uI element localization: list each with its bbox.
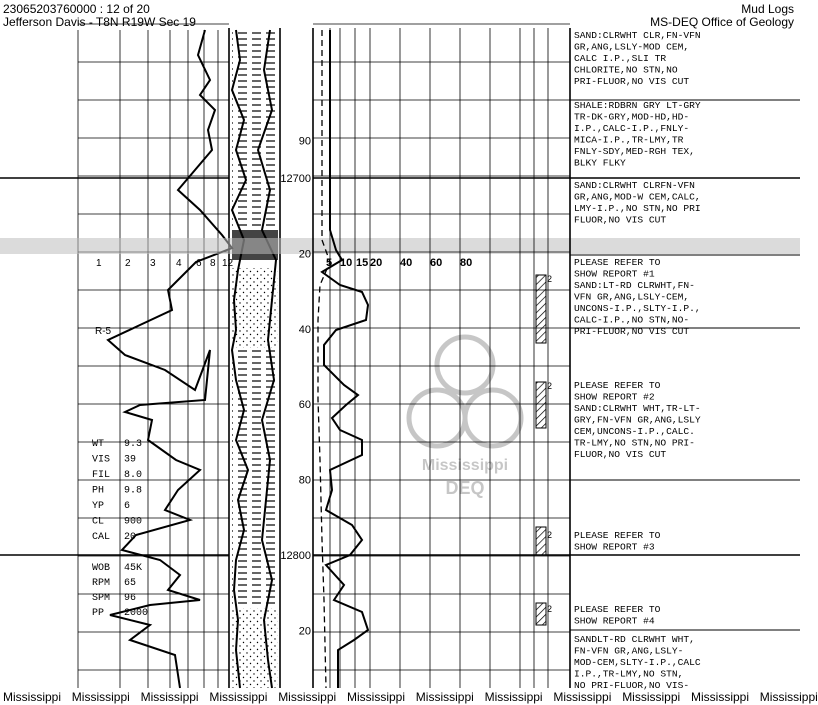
watermark-line1: Mississippi — [421, 457, 509, 474]
gas-scale-label: 40 — [400, 257, 413, 269]
depth-label: 20 — [298, 625, 311, 638]
gas-scale-label: 5 — [326, 257, 333, 269]
lithology-description-line: SAND:CLRWHT WHT,TR-LT- — [574, 403, 701, 414]
depth-label: 12800 — [280, 550, 311, 562]
lithology-description-line: SAND:CLRWHT CLRFN-VFN — [574, 180, 695, 191]
mud-property-key: FIL — [92, 470, 111, 481]
mud-property-value: 6 — [124, 501, 131, 512]
gas-scale-label: 80 — [460, 257, 473, 269]
lithology-description-line: FLUOR,NO VIS CUT — [574, 449, 667, 460]
footer-word: Mississippi — [484, 690, 543, 704]
mud-property-value: 20 — [124, 532, 137, 543]
mud-property-key: YP — [92, 501, 105, 512]
well-id-page: 23065203760000 : 12 of 20 — [3, 2, 150, 16]
lithology-description-line: CEM,UNCONS-I.P.,CALC. — [574, 426, 695, 437]
mud-property-value: 9.3 — [124, 439, 143, 450]
rop-scale-label: 8 — [210, 258, 216, 269]
deq-watermark — [409, 337, 521, 498]
mud-property-key: VIS — [92, 454, 111, 466]
lithology-description-line: PLEASE REFER TO — [574, 257, 661, 268]
footer-word: Mississippi — [759, 690, 818, 704]
rop-scale-label: 1 — [96, 258, 102, 269]
mud-property-key: WT — [92, 439, 105, 450]
lithology-description-line: GRY,FN-VFN GR,ANG,LSLY — [574, 414, 701, 426]
gas-scale-label: 10 — [340, 257, 353, 269]
watermark-line2: DEQ — [445, 478, 485, 498]
footer-word: Mississippi — [209, 690, 268, 704]
mud-property-value: 9.8 — [124, 485, 143, 497]
lithology-description-line: TR-DK-GRY,MOD-HD,HD- — [574, 111, 690, 123]
drilling-param-key: PP — [92, 608, 105, 619]
mud-property-value: 39 — [124, 454, 137, 466]
show-number: 2 — [547, 381, 553, 391]
depth-label: 80 — [298, 474, 311, 487]
depth-label: 20 — [298, 248, 311, 261]
lithology-description-line: LMY-I.P.,NO STN,NO PRI — [574, 203, 701, 214]
show-number: 2 — [547, 274, 553, 284]
lithology-description-line: SAND:LT-RD CLRWHT,FN- — [574, 280, 695, 291]
gas-scale-label: 20 — [370, 257, 383, 269]
footer-word: Mississippi — [140, 690, 199, 704]
footer-word: Mississippi — [347, 690, 406, 704]
lithology-description-line: SANDLT-RD CLRWHT WHT, — [574, 634, 695, 645]
lithology-description-line: MOD-CEM,SLTY-I.P.,CALC — [574, 657, 701, 668]
footer-word: Mississippi — [415, 690, 474, 704]
lithology-description-line: FN-VFN GR,ANG,LSLY- — [574, 645, 684, 657]
depth-label: 12700 — [280, 173, 311, 185]
lithology-description-line: I.P.,CALC-I.P.,FNLY- — [574, 123, 690, 134]
lithology-description-line: SHALE:RDBRN GRY LT-GRY — [574, 100, 701, 111]
lithology-description-line: NO PRI-FLUOR,NO VIS- — [574, 680, 690, 691]
lithology-description-line: PRI-FLUOR,NO VIS CUT — [574, 76, 690, 87]
show-markers — [536, 275, 546, 625]
well-location: Jefferson Davis - T8N R19W Sec 19 — [3, 15, 196, 29]
lithology-description-line: PLEASE REFER TO — [574, 530, 661, 541]
footer-word: Mississippi — [622, 690, 681, 704]
drilling-param-value: 2000 — [124, 608, 149, 619]
drilling-param-key: RPM — [92, 578, 111, 589]
lithology-description-line: CALC-I.P.,NO STN,NO- — [574, 314, 690, 326]
lithology-description-line: GR,ANG,MOD-W CEM,CALC, — [574, 191, 701, 203]
footer-word: Mississippi — [3, 690, 62, 704]
lithology-description-line: PRI-FLUOR,NO VIS CUT — [574, 326, 690, 337]
lithology-description-line: I.P.,TR-LMY,NO STN, — [574, 668, 684, 680]
rop-scale-label: 6 — [196, 258, 202, 269]
lithology-description-line: SHOW REPORT #4 — [574, 615, 655, 627]
rop-scale-label: 12 — [222, 258, 234, 269]
lithology-description-line: SHOW REPORT #2 — [574, 391, 655, 403]
lithology-description-line: VFN GR,ANG,LSLY-CEM, — [574, 291, 690, 303]
rop-scale-label: 4 — [176, 258, 182, 269]
lithology-description-line: UNCONS-I.P.,SLTY-I.P., — [574, 303, 701, 314]
lithology-description-line: CHLORITE,NO STN,NO — [574, 64, 678, 76]
drilling-param-value: 65 — [124, 578, 137, 589]
lithology-description-line: PLEASE REFER TO — [574, 380, 661, 391]
lithology-description-line: SHOW REPORT #3 — [574, 541, 655, 553]
show-number: 2 — [547, 530, 553, 540]
gas-scale-label: 60 — [430, 257, 443, 269]
rop-marker-label: R-5 — [95, 326, 112, 337]
lithology-description-line: PLEASE REFER TO — [574, 604, 661, 615]
mud-property-value: 8.0 — [124, 470, 143, 481]
footer-word: Mississippi — [553, 690, 612, 704]
depth-label: 60 — [298, 399, 311, 412]
lithology-description-line: GR,ANG,LSLY-MOD CEM, — [574, 41, 690, 53]
document-type: Mud Logs — [741, 2, 794, 16]
lithology-description-line: MICA-I.P.,TR-LMY,TR — [574, 134, 684, 146]
office-name: MS-DEQ Office of Geology — [650, 15, 794, 29]
drilling-param-value: 96 — [124, 593, 137, 604]
footer-word: Mississippi — [691, 690, 750, 704]
gas-track-grid — [313, 28, 570, 688]
footer-word: Mississippi — [71, 690, 130, 704]
rop-scale-label: 3 — [150, 258, 156, 269]
show-number: 2 — [547, 604, 553, 614]
drilling-param-key: SPM — [92, 593, 111, 604]
lithology-description-line: SAND:CLRWHT CLR,FN-VFN — [574, 30, 701, 41]
total-gas-curve — [322, 30, 368, 688]
lithology-description-line: TR-LMY,NO STN,NO PRI- — [574, 437, 695, 449]
depth-label: 40 — [298, 323, 311, 336]
gas-scale-label: 15 — [356, 257, 369, 269]
mud-property-key: PH — [92, 485, 105, 497]
lithology-description-line: FNLY-SDY,MED-RGH TEX, — [574, 146, 695, 157]
drilling-param-key: WOB — [92, 563, 111, 574]
mud-property-key: CL — [92, 516, 105, 528]
depth-label: 90 — [298, 135, 311, 148]
rop-scale-label: 2 — [125, 258, 131, 269]
lithology-description-line: BLKY FLKY — [574, 157, 626, 169]
mud-property-key: CAL — [92, 532, 111, 543]
footer-word: Mississippi — [278, 690, 337, 704]
drilling-param-value: 45K — [124, 563, 143, 574]
lithology-description-line: FLUOR,NO VIS CUT — [574, 214, 667, 226]
mud-property-value: 900 — [124, 516, 143, 528]
lithology-description-line: CALC I.P.,SLI TR — [574, 53, 667, 64]
lithology-description-line: SHOW REPORT #1 — [574, 268, 655, 280]
